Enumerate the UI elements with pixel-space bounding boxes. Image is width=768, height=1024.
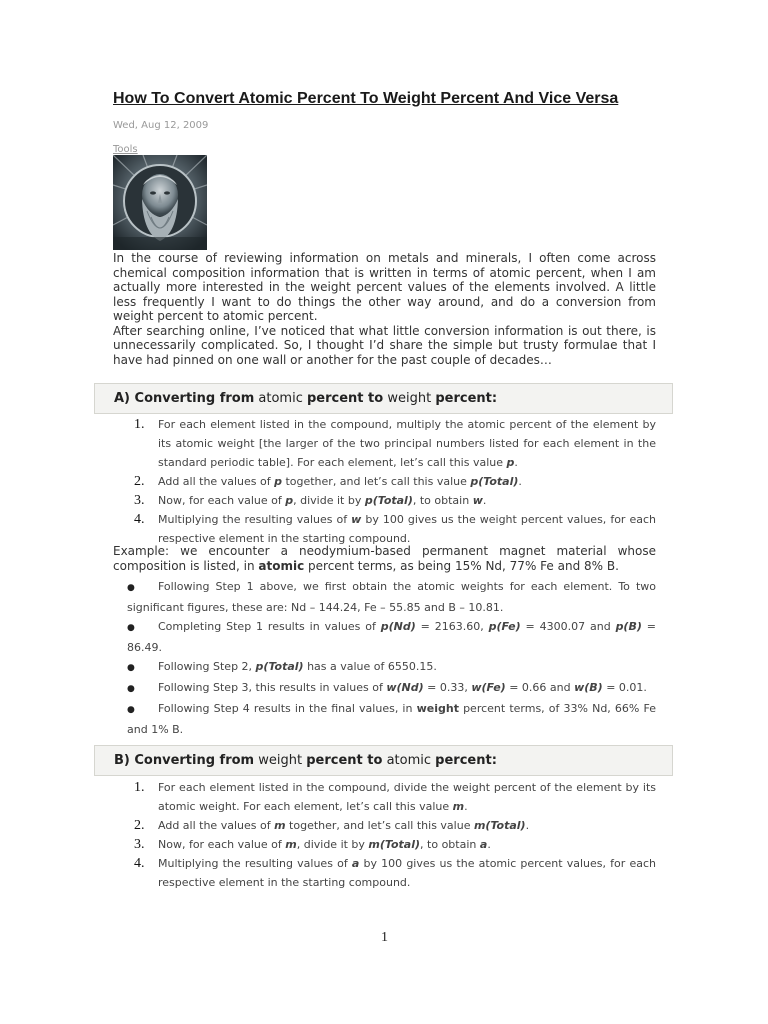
step-item xyxy=(158,835,656,854)
step-text: by 100 gives us the weight percent values, for each respective element in the starting compound. xyxy=(158,513,656,545)
variable: m xyxy=(285,838,297,851)
step-text: For each element listed in the compound, multiply the atomic percent of the element by its atomic weight [the larger of the two principal numbers listed for each element in the standard periodic table]. For each element, let’s call this value xyxy=(158,418,656,469)
example-text: percent terms, as being 15% Nd, 77% Fe and 8% B. xyxy=(304,558,619,573)
variable: m xyxy=(452,800,465,813)
variable: p xyxy=(506,456,515,469)
page-number: 1 xyxy=(381,930,388,945)
bullet-text: has a value of 6550.15. xyxy=(303,660,437,673)
step-item xyxy=(158,415,656,472)
intro-text xyxy=(113,251,656,367)
step-text: For each element listed in the compound, divide the weight percent of the element by its atomic weight. For each element, let’s call this value xyxy=(158,781,656,813)
step-text: . xyxy=(464,800,468,813)
bullet-text: = 86.49. xyxy=(127,620,656,654)
heading-text: percent to xyxy=(307,391,384,406)
heading-text: atomic xyxy=(258,391,303,406)
heading-text: percent to xyxy=(306,753,383,768)
variable: w xyxy=(351,513,362,526)
step-item xyxy=(158,510,656,548)
heading-text: A) Converting from xyxy=(114,391,255,406)
step-text: Now, for each value of xyxy=(158,494,286,507)
variable: a xyxy=(479,838,488,851)
step-text: , divide it by xyxy=(293,494,365,507)
bullet-text: = 0.33, xyxy=(423,681,472,694)
variable: m(Total) xyxy=(473,819,526,832)
variable: p(Fe) xyxy=(488,620,521,633)
intro-paragraph: In the course of reviewing information on metals and minerals, I often come across chemical composition information that is written in terms of atomic percent, when I am actually more interested in the weight percent values of the elements involved. A little less frequently I want to do things the other way around, and do a conversion from weight percent to atomic percent. xyxy=(113,251,656,323)
heading-text: atomic xyxy=(386,753,432,768)
bullet-text: Completing Step 1 results in values of xyxy=(158,620,381,633)
example-text: Example: we encounter a neodymium-based permanent magnet material whose composition is listed, in xyxy=(113,544,656,573)
heading-text: percent: xyxy=(435,391,498,406)
bullet-icon: ● xyxy=(127,684,135,694)
section-a-steps xyxy=(113,415,656,548)
step-item xyxy=(158,491,656,510)
heading-text: weight xyxy=(387,391,432,406)
variable: p xyxy=(285,494,294,507)
bullet-bold: weight xyxy=(416,702,459,715)
bullet-icon: ● xyxy=(127,705,135,715)
bullet-text: = 0.01. xyxy=(602,681,647,694)
example-paragraph xyxy=(113,544,656,573)
bullet-text: = 2163.60, xyxy=(415,620,489,633)
section-b-heading xyxy=(94,745,673,776)
section-a-heading xyxy=(94,383,673,414)
bullet-item xyxy=(127,657,656,678)
step-item xyxy=(158,854,656,892)
step-text: , divide it by xyxy=(296,838,369,851)
bullet-item xyxy=(127,617,656,657)
variable: p(B) xyxy=(615,620,642,633)
step-text: Add all the values of xyxy=(158,819,275,832)
step-text: . xyxy=(518,475,522,488)
bullet-text: Following Step 1 above, we first obtain the atomic weights for each element. To two significant figures, these are: Nd – 144.24, Fe – 55.85 and B – 10.81. xyxy=(127,580,656,614)
bullet-icon: ● xyxy=(127,623,135,633)
step-text: Now, for each value of xyxy=(158,838,286,851)
step-text: . xyxy=(482,494,487,507)
step-text: , to obtain xyxy=(412,494,473,507)
variable: p(Total) xyxy=(364,494,413,507)
step-text: , to obtain xyxy=(420,838,480,851)
step-text: by 100 gives us the atomic percent values, for each respective element in the starting compound. xyxy=(158,857,656,889)
variable: m(Total) xyxy=(368,838,421,851)
heading-text: percent: xyxy=(435,753,497,768)
bullet-text: percent terms, of 33% Nd, 66% Fe and 1% B. xyxy=(127,702,656,736)
variable: p(Total) xyxy=(470,475,519,488)
variable: w xyxy=(472,494,483,507)
article-title: How To Convert Atomic Percent To Weight Percent And Vice Versa xyxy=(113,90,619,107)
bullet-text: Following Step 3, this results in values of xyxy=(158,681,387,694)
section-b-steps xyxy=(113,778,656,892)
variable: w(Nd) xyxy=(386,681,424,694)
step-text: Multiplying the resulting values of xyxy=(158,857,352,870)
article-date: Wed, Aug 12, 2009 xyxy=(113,120,209,131)
step-item xyxy=(158,472,656,491)
variable: p(Nd) xyxy=(380,620,416,633)
variable: w(B) xyxy=(574,681,603,694)
category-link[interactable]: Tools xyxy=(113,144,138,155)
step-text: together, and let’s call this value xyxy=(285,819,474,832)
bullet-text: = 0.66 and xyxy=(505,681,575,694)
variable: m xyxy=(274,819,286,832)
variable: a xyxy=(351,857,360,870)
bullet-icon: ● xyxy=(127,663,135,673)
bullet-icon: ● xyxy=(127,583,135,593)
heading-text: weight xyxy=(258,753,303,768)
bearded-man-sculpture-image xyxy=(113,155,207,250)
step-item xyxy=(158,778,656,816)
step-item xyxy=(158,816,656,835)
bullet-text: Following Step 4 results in the final values, in xyxy=(158,702,417,715)
variable: p(Total) xyxy=(255,660,304,673)
heading-text: B) Converting from xyxy=(114,753,255,768)
example-bullets xyxy=(113,577,656,739)
variable: w(Fe) xyxy=(471,681,506,694)
bullet-text: = 4300.07 and xyxy=(520,620,616,633)
step-text: together, and let’s call this value xyxy=(281,475,471,488)
example-bold: atomic xyxy=(258,558,305,573)
bullet-item xyxy=(127,699,656,739)
bullet-text: Following Step 2, xyxy=(158,660,256,673)
bullet-item xyxy=(127,678,656,699)
step-text: . xyxy=(487,838,491,851)
step-text: . xyxy=(514,456,518,469)
step-text: . xyxy=(525,819,530,832)
variable: p xyxy=(274,475,282,488)
step-text: Add all the values of xyxy=(158,475,275,488)
intro-paragraph: After searching online, I’ve noticed that what little conversion information is out there, is unnecessarily complicated. So, I thought I’d share the simple but trusty formulae that I have had pinned on one wall or another for the past couple of decades… xyxy=(113,323,656,367)
step-text: Multiplying the resulting values of xyxy=(158,513,352,526)
bullet-item xyxy=(127,577,656,617)
